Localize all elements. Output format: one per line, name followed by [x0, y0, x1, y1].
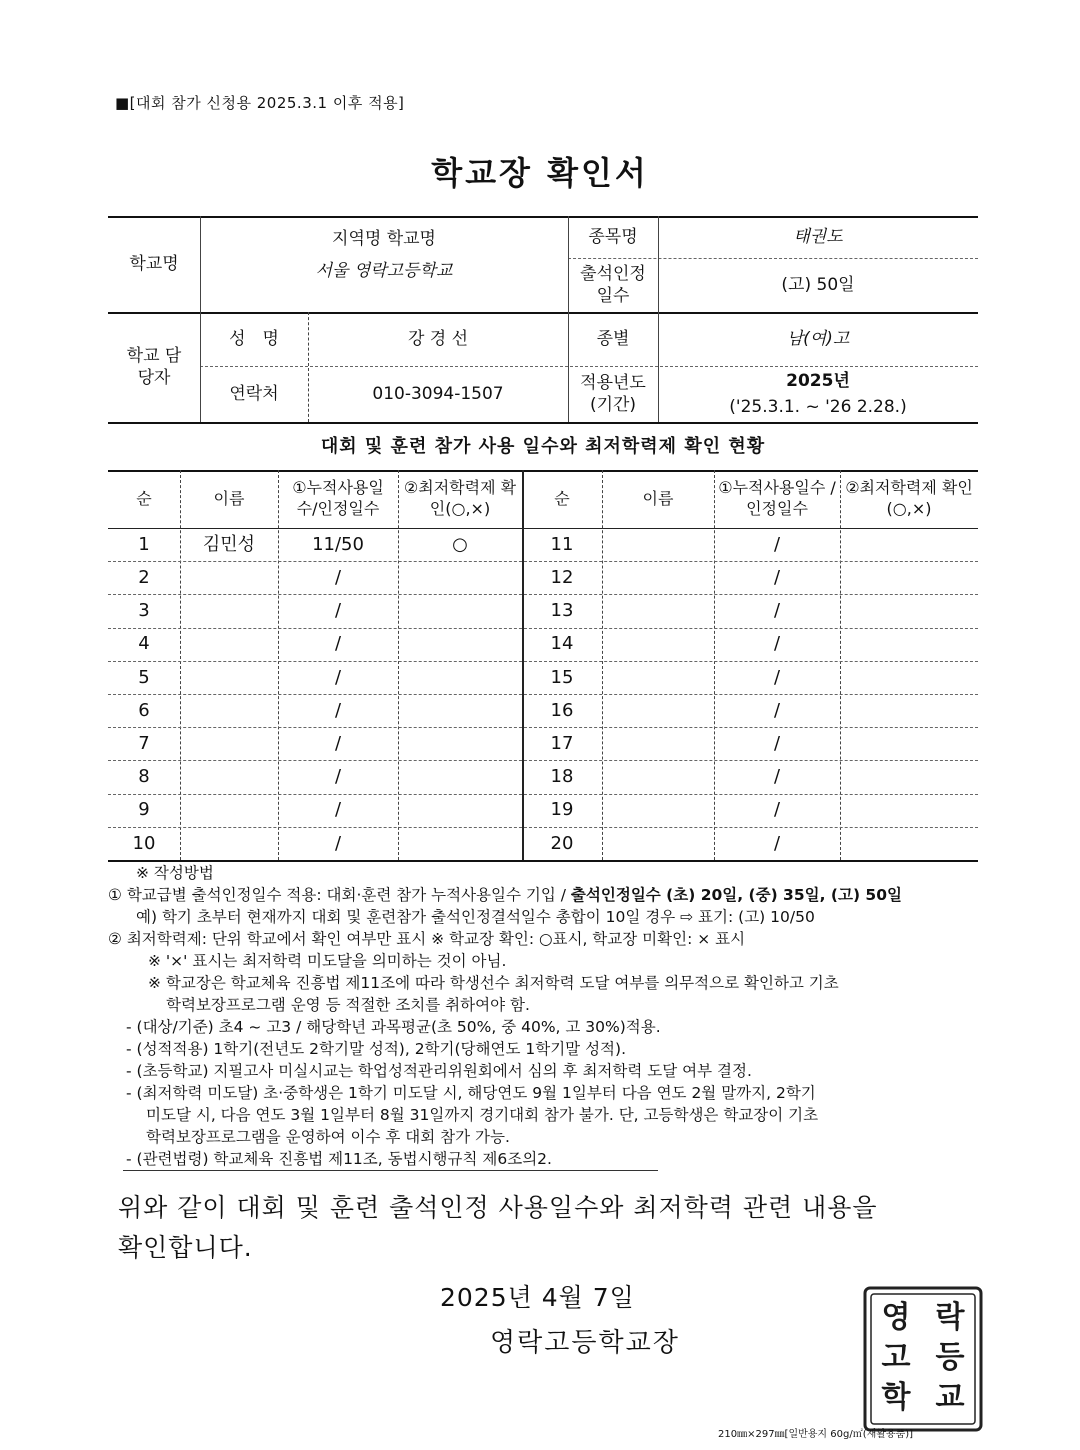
confirm-line-2: 확인합니다.	[118, 1233, 253, 1262]
name-label: 성 명	[229, 328, 279, 349]
cell-days: /	[334, 832, 342, 854]
cell-no: 7	[138, 733, 150, 755]
header-note: ■[대회 참가 신청용 2025.3.1 이후 적용]	[115, 94, 405, 112]
paper-spec: 210㎜×297㎜[일반용지 60g/㎡(재활용품)]	[718, 1429, 914, 1440]
cell-days: /	[334, 600, 342, 622]
event-value: 태권도	[793, 226, 843, 247]
detail-4-cont: 미도달 시, 다음 연도 3월 1일부터 8월 31일까지 경기대회 참가 불가. 단, 고등학생은 학교장이 기초	[146, 1106, 819, 1124]
cell-check	[400, 594, 520, 627]
cell-name: 김민성	[202, 533, 256, 555]
note-1-example: 예) 학기 초부터 현재까지 대회 및 훈련참가 출석인정결석일수 총합이 10일 경우 ⇨ 표기: (고) 10/50	[136, 908, 815, 926]
cell-no2: 17	[550, 733, 574, 755]
cell-name2	[602, 661, 714, 694]
cell-name	[180, 694, 278, 727]
cell-no2: 16	[550, 699, 574, 721]
cell-no: 5	[138, 666, 150, 688]
cell-name2	[602, 727, 714, 760]
cell-days2: /	[773, 832, 781, 854]
cell-days2: /	[773, 567, 781, 589]
principal-name: 영락고등학교장	[490, 1328, 680, 1358]
participation-table	[108, 470, 978, 862]
page-title: 학교장 확인서	[431, 154, 649, 192]
school-value: 서울 영락고등학교	[315, 260, 453, 281]
header-days-right: ①누적사용일수 /인정일수	[718, 478, 836, 518]
cell-days2: /	[773, 633, 781, 655]
principal-seal	[862, 1285, 984, 1433]
cell-name2	[602, 794, 714, 827]
note-2: ② 최저학력제: 단위 학교에서 확인 여부만 표시 ※ 학교장 확인: ○표시, 학교장 미확인: × 표시	[108, 930, 746, 948]
note-1: ① 학교급별 출석인정일수 적용: 대회·훈련 참가 누적사용일수 기입 /	[108, 886, 571, 904]
cell-no: 1	[138, 533, 150, 555]
section-title: 대회 및 훈련 참가 사용 일수와 최저학력제 확인 현황	[320, 436, 766, 457]
header-name-right: 이름	[642, 488, 674, 508]
cell-name2	[602, 694, 714, 727]
cell-no: 9	[138, 799, 150, 821]
cell-check2	[842, 561, 976, 594]
detail-2: - (성적적용) 1학기(전년도 2학기말 성적), 2학기(당해연도 1학기말 성적).	[126, 1040, 626, 1058]
cell-check2	[842, 528, 976, 561]
contact-label: 연락처	[229, 383, 279, 404]
school-caption: 지역명 학교명	[332, 228, 436, 249]
cell-no: 3	[138, 600, 150, 622]
seal-glyph: 등	[935, 1340, 965, 1375]
cell-no: 10	[132, 832, 156, 854]
cell-check	[400, 827, 520, 860]
cell-check	[400, 628, 520, 661]
cell-check: ○	[452, 533, 468, 555]
cell-check	[400, 760, 520, 793]
name-value: 강 경 선	[407, 328, 469, 349]
cell-name	[180, 760, 278, 793]
detail-5: - (관련법령) 학교체육 진흥법 제11조, 동법시행규칙 제6조의2.	[126, 1150, 552, 1168]
cell-name2	[602, 561, 714, 594]
notes-heading: ※ 작성방법	[136, 864, 214, 882]
cell-no2: 19	[550, 799, 574, 821]
cell-check2	[842, 694, 976, 727]
cell-name2	[602, 528, 714, 561]
period-label: 적용년도 (기간)	[580, 372, 646, 415]
notes-divider	[123, 1170, 658, 1171]
cell-no2: 12	[550, 567, 574, 589]
cell-check2	[842, 727, 976, 760]
cell-name	[180, 628, 278, 661]
cell-name	[180, 794, 278, 827]
info-table	[108, 216, 978, 424]
cell-days2: /	[773, 600, 781, 622]
cell-days: /	[334, 799, 342, 821]
instructions	[108, 862, 988, 1171]
detail-4-cont2: 학력보장프로그램을 운영하여 이수 후 대회 참가 가능.	[146, 1128, 510, 1146]
cell-check	[400, 561, 520, 594]
cell-no2: 15	[550, 666, 574, 688]
note-1-bold: 출석인정일수 (초) 20일, (중) 35일, (고) 50일	[570, 886, 902, 904]
cell-check2	[842, 794, 976, 827]
cell-no: 2	[138, 567, 150, 589]
cell-days: /	[334, 666, 342, 688]
header-no: 순	[136, 488, 152, 508]
issue-date: 2025년 4월 7일	[440, 1283, 635, 1312]
confirmation-text	[118, 1188, 988, 1268]
cell-name2	[602, 760, 714, 793]
cell-check2	[842, 661, 976, 694]
cell-check2	[842, 594, 976, 627]
cell-name	[180, 594, 278, 627]
cell-days: /	[334, 699, 342, 721]
gender-value: 남(여)고	[786, 328, 850, 349]
header-no-right: 순	[554, 488, 570, 508]
cell-days2: /	[773, 733, 781, 755]
cell-check	[400, 727, 520, 760]
cell-name	[180, 727, 278, 760]
cell-no: 4	[138, 633, 150, 655]
detail-4: - (최저학력 미도달) 초·중학생은 1학기 미도달 시, 해당연도 9월 1일부터 다음 연도 2월 말까지, 2학기	[126, 1084, 816, 1102]
cell-no2: 14	[550, 633, 574, 655]
gender-label: 종별	[596, 328, 630, 349]
cell-no: 8	[138, 766, 150, 788]
note-2b: ※ 학교장은 학교체육 진흥법 제11조에 따라 학생선수 최저학력 도달 여부를 의무적으로 확인하고 기초	[148, 974, 839, 992]
cell-no2: 18	[550, 766, 574, 788]
cell-days2: /	[773, 699, 781, 721]
manager-label: 학교 담당자	[126, 345, 182, 388]
header-check-right: ②최저학력제 확인(○,×)	[845, 478, 973, 518]
cell-no2: 11	[550, 533, 574, 555]
contact-value: 010-3094-1507	[372, 383, 504, 404]
cell-days2: /	[773, 766, 781, 788]
header-days: ①누적사용일 수/인정일수	[292, 478, 384, 518]
cell-days: /	[334, 733, 342, 755]
cell-check2	[842, 628, 976, 661]
cell-check	[400, 694, 520, 727]
cell-no2: 13	[550, 600, 574, 622]
period-range: ('25.3.1. ~ '26 2.28.)	[729, 396, 907, 417]
header-check: ②최저학력제 확인(○,×)	[403, 478, 517, 518]
cell-name	[180, 661, 278, 694]
header-name: 이름	[213, 488, 245, 508]
seal-glyph: 교	[935, 1380, 965, 1415]
cell-no: 6	[138, 699, 150, 721]
period-year: 2025년	[786, 370, 850, 391]
attendance-value: (고) 50일	[781, 274, 855, 295]
detail-3: - (초등학교) 지필고사 미실시교는 학업성적관리위원회에서 심의 후 최저학력 도달 여부 결정.	[126, 1062, 752, 1080]
detail-1: - (대상/기준) 초4 ~ 고3 / 해당학년 과목평균(초 50%, 중 40%, 고 30%)적용.	[126, 1018, 661, 1036]
cell-name	[180, 561, 278, 594]
seal-glyph: 고	[881, 1340, 911, 1375]
cell-days: 11/50	[312, 533, 364, 555]
cell-days2: /	[773, 533, 781, 555]
seal-glyph: 영	[881, 1300, 911, 1335]
cell-name2	[602, 594, 714, 627]
cell-name2	[602, 628, 714, 661]
note-2a: ※ '×' 표시는 최저학력 미도달을 의미하는 것이 아님.	[148, 952, 507, 970]
cell-days2: /	[773, 799, 781, 821]
school-label: 학교명	[129, 253, 179, 274]
event-label: 종목명	[588, 226, 638, 247]
seal-glyph: 학	[881, 1380, 911, 1415]
cell-check2	[842, 827, 976, 860]
seal-glyph: 락	[935, 1300, 965, 1335]
note-2b-cont: 학력보장프로그램 운영 등 적절한 조치를 취하여야 함.	[166, 996, 530, 1014]
cell-name	[180, 827, 278, 860]
confirm-line-1: 위와 같이 대회 및 훈련 출석인정 사용일수와 최저학력 관련 내용을	[118, 1193, 878, 1222]
cell-check	[400, 794, 520, 827]
cell-check2	[842, 760, 976, 793]
cell-days: /	[334, 567, 342, 589]
cell-days: /	[334, 766, 342, 788]
cell-name2	[602, 827, 714, 860]
cell-days: /	[334, 633, 342, 655]
cell-days2: /	[773, 666, 781, 688]
attendance-label: 출석인정 일수	[580, 263, 646, 306]
cell-check	[400, 661, 520, 694]
cell-no2: 20	[550, 832, 574, 854]
